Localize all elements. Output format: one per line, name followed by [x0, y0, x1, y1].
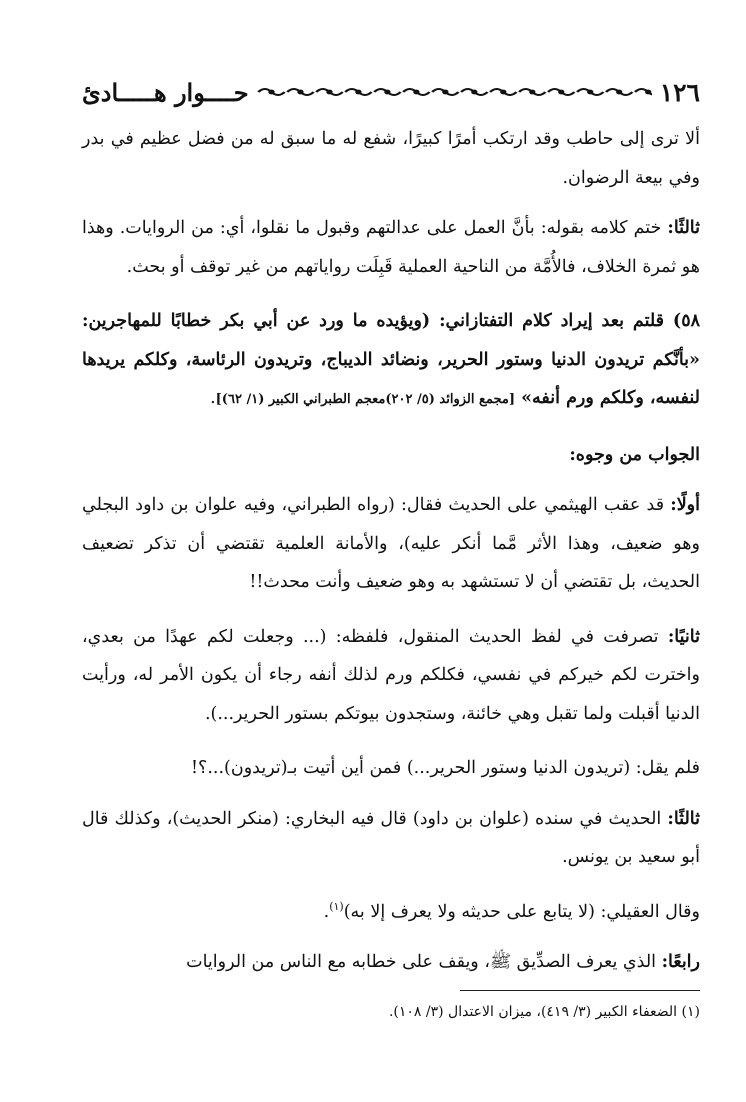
paragraph-third-answer [82, 800, 700, 877]
paragraph-text: قد عقب الهيثمي على الحديث فقال: (رواه الطبراني، وفيه علوان بن داود البجلي وهو ضعيف، وهذا الأثر مَّما أنكر عليه)، والأمانة العلمية تقتضي أن تذكر تضعيف الحديث، بل تقتضي أن لا تستشهد به وهو ضعيف وأنت محدث!! [82, 495, 700, 592]
paragraph-text: الحديث في سنده (علوان بن داود) قال فيه البخاري: (منكر الحديث)، وكذلك قال أبو سعيد بن يونس. [82, 808, 700, 867]
paragraph-text: ألا ترى إلى حاطب وقد ارتكب أمرًا كبيرًا، شفع له ما سبق له من فضل عظيم في بدر وفي بيعة الرضوان. [82, 129, 700, 188]
paragraph-text: تصرفت في لفظ الحديث المنقول، فلفظه: (... وجعلت لكم عهدًا من بعدي، واخترت لكم خيركم في نفسي، فكلكم ورم لذلك أنفه رجاء أن يكون الأمر له، ورأيت الدنيا أقبلت ولما تقبل وهي خائنة، وستجدون بيوتكم بستور الحرير...). [82, 626, 700, 724]
paragraph-text: ختم كلامه بقوله: بأنَّ العمل على عدالتهم وقبول ما نقلوا، أي: من الروايات. وهذا هو ثمرة الخلاف، فالأُمَّة من الناحية العملية قَبِلَت رواياتهم من غير توقف أو بحث. [82, 218, 700, 277]
paragraph-third-point [82, 209, 700, 286]
paragraph-text: فلم يقل: (تريدون الدنيا وستور الحرير...) فمن أين أتيت بـ(تريدون)...؟! [191, 758, 700, 778]
paragraph-text: وقال العقيلي: (لا يتابع على حديثه ولا يعرف إلا به) [343, 901, 700, 922]
page-number: ١٢٦ [659, 77, 700, 107]
paragraph-question [82, 749, 700, 788]
paragraph-second-point [82, 618, 700, 734]
paragraph-text: الذي يعرف الصدِّيق ﷺ، ويقف على خطابه مع الناس من الروايات [186, 952, 662, 972]
answer-heading [82, 436, 700, 475]
paragraph-lead: ثالثًا: [667, 218, 700, 238]
paragraph-lead: ثانيًا: [667, 626, 700, 647]
paragraph-fourth-point [82, 943, 700, 982]
quoted-claim: ٥٨) قلتم بعد إيراد كلام التفتازاني: (ويؤيده ما ورد عن أبي بكر خطابًا للمهاجرين: «بأنَّكم تريدون الدنيا وستور الحرير، ونضائد الديباج، وتريدون الرئاسة، وكلكم يريدها لنفسه، وكلكم ورم أنفه» [82, 311, 700, 408]
paragraph-lead: أولًا: [670, 495, 700, 515]
paragraph-tail: . [323, 901, 330, 922]
running-title: حــــوار هـــــادئ [82, 77, 249, 107]
page-body [82, 120, 700, 998]
footnote-divider [460, 990, 700, 991]
page-header [82, 72, 700, 112]
section-heading: الجواب من وجوه: [569, 444, 700, 465]
paragraph-1 [82, 120, 700, 197]
decorative-border-right [257, 84, 652, 100]
footnote-reference[interactable]: (١) [329, 899, 344, 913]
paragraph-uqayli [82, 893, 700, 932]
paragraph-lead: رابعًا: [661, 952, 700, 972]
paragraph-lead: ثالثًا: [667, 808, 700, 829]
paragraph-first-point [82, 486, 700, 602]
footnote: (١) الضعفاء الكبير (٣/ ٤١٩)، ميزان الاعتدال (٣/ ١٠٨). [388, 1004, 700, 1020]
paragraph-quote-58 [82, 302, 700, 420]
citation-reference: [مجمع الزوائد (٥/ ٢٠٢)معجم الطبراني الكبير (١/ ٦٢)] [215, 392, 515, 407]
paragraph-tail: . [210, 388, 216, 408]
